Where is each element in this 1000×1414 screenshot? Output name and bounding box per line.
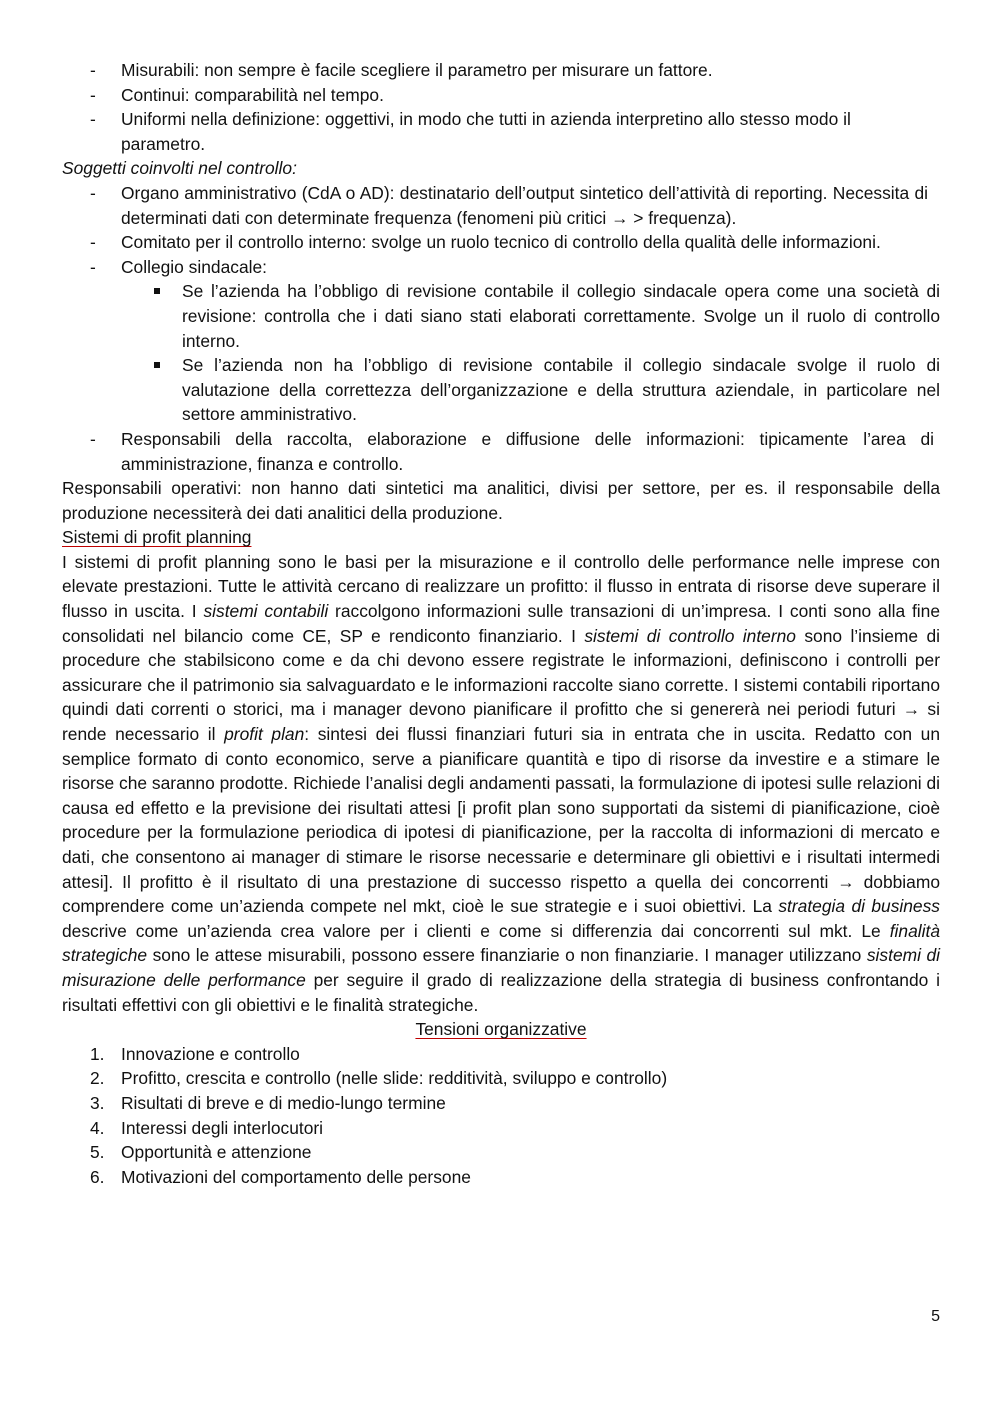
tensioni-list bbox=[62, 1042, 940, 1190]
collegio-sublist bbox=[62, 279, 940, 427]
list-item: 2. Profitto, crescita e controllo (nelle slide: redditività, sviluppo e controllo) bbox=[90, 1068, 668, 1089]
criteria-list bbox=[62, 58, 940, 156]
list-item: 6. Motivazioni del comportamento delle persone bbox=[90, 1166, 471, 1187]
list-item: - Comitato per il controllo interno: svolge un ruolo tecnico di controllo della qualità delle informazioni. bbox=[62, 230, 928, 255]
list-item: - Collegio sindacale: bbox=[62, 255, 928, 280]
list-item: 1. Innovazione e controllo bbox=[90, 1043, 300, 1064]
dash-bullet: - bbox=[90, 232, 96, 253]
soggetti-list-continued bbox=[62, 427, 940, 476]
dash-bullet: - bbox=[90, 182, 96, 203]
list-item: - Responsabili della raccolta, elaborazione e diffusione delle informazioni: tipicamente l’area di amministrazione, finanza e controllo. bbox=[90, 428, 934, 474]
list-item: - Continui: comparabilità nel tempo. bbox=[62, 83, 918, 108]
list-item: 3. Risultati di breve e di medio-lungo termine bbox=[90, 1092, 446, 1113]
list-item: 4. Interessi degli interlocutori bbox=[90, 1117, 324, 1138]
list-item: Se l’azienda ha l’obbligo di revisione contabile il collegio sindacale opera come una società di revisione: controlla che i dati siano stati elaborati correttamente. Svolge un il ruolo di controllo interno. bbox=[62, 279, 940, 353]
square-bullet-icon bbox=[154, 362, 160, 368]
list-item: 5. Opportunità e attenzione bbox=[90, 1142, 312, 1163]
list-item: - Misurabili: non sempre è facile scegliere il parametro per misurare un fattore. bbox=[62, 58, 918, 83]
page-number: 5 bbox=[931, 1308, 940, 1325]
profit-planning-paragraph: I sistemi di profit planning sono le basi per la misurazione e il controllo delle performance nelle imprese con elevate prestazioni. Tutte le attività cercano di realizzare un profitto: il flusso in entrata di risorse deve superare il flusso in uscita. I sistemi contabili raccolgono informazioni sulle transazioni di un’impresa. I conti sono alla fine consolidati nel bilancio come CE, SP e rendiconto finanziario. I sistemi di controllo interno sono l’insieme di procedure che stabilsicono come e da chi devono essere registrate le informazioni, definiscono i controlli per assicurare che il patrimonio sia salvaguardato e le informazioni raccolte siano corrette. I sistemi contabili riportano quindi dati correnti o storici, ma i manager devono pianificare il profitto che si genererà nei periodi futuri → si rende necessario il profit plan: sintesi dei flussi finanziari futuri sia in entrata che in uscita. Redatto con un semplice formato di conto economico, serve a pianificare quantità e tipo di risorse da investire e a stimare le risorse che saranno prodotte. Richiede l’analisi degli andamenti passati, la formulazione di ipotesi sulle relazioni di causa ed effetto e la previsione dei risultati attesi [i profit plan sono supportati da sistemi di pianificazione, cioè procedure per la formulazione periodica di ipotesi di pianificazione, per la raccolta di informazioni di mercato e dati, che consentono ai manager di stimare le risorse necessarie e determinare gli obiettivi e i risultati intermedi attesi]. Il profitto è il risultato di una prestazione di successo rispetto a quella dei concorrenti → dobbiamo comprendere come un’azienda compete nel mkt, cioè le sue strategie e i suoi obiettivi. La strategia di business descrive come un’azienda crea valore per i clienti e come si differenzia dai concorrenti sul mkt. Le finalità strategiche sono le attese misurabili, possono essere finanziarie o non finanziarie. I manager utilizzano sistemi di misurazione delle performance per seguire il grado di realizzazione della strategia di business confrontando i risultati effettivi con gli obiettivi e le finalità strategiche. bbox=[62, 551, 941, 1015]
tensioni-heading: Tensioni organizzative bbox=[415, 1019, 587, 1040]
dash-bullet: - bbox=[90, 428, 96, 449]
square-bullet-icon bbox=[154, 288, 160, 294]
dash-bullet: - bbox=[90, 256, 96, 277]
soggetti-heading: Soggetti coinvolti nel controllo: bbox=[62, 158, 297, 179]
profit-planning-heading: Sistemi di profit planning bbox=[62, 527, 252, 548]
list-item: - Organo amministrativo (CdA o AD): destinatario dell’output sintetico dell’attività di reporting. Necessita di determinati dati con determinate frequenza (fenomeni più critici → > frequenza). bbox=[90, 182, 928, 228]
list-item: - Uniformi nella definizione: oggettivi, in modo che tutti in azienda interpretino allo stesso modo il parametro. bbox=[90, 109, 851, 154]
responsabili-operativi-paragraph: Responsabili operativi: non hanno dati sintetici ma analitici, divisi per settore, per es. il responsabile della produzione necessiterà dei dati analitici della produzione. bbox=[62, 478, 940, 523]
dash-bullet: - bbox=[90, 109, 96, 130]
dash-bullet: - bbox=[90, 84, 96, 105]
dash-bullet: - bbox=[90, 60, 96, 80]
list-item: Se l’azienda non ha l’obbligo di revisione contabile il collegio sindacale svolge il ruolo di valutazione della correttezza dell’organizzazione e della struttura aziendale, in particolare nel settore amministrativo. bbox=[62, 353, 940, 427]
soggetti-list bbox=[62, 181, 940, 279]
document-page bbox=[62, 58, 940, 1189]
